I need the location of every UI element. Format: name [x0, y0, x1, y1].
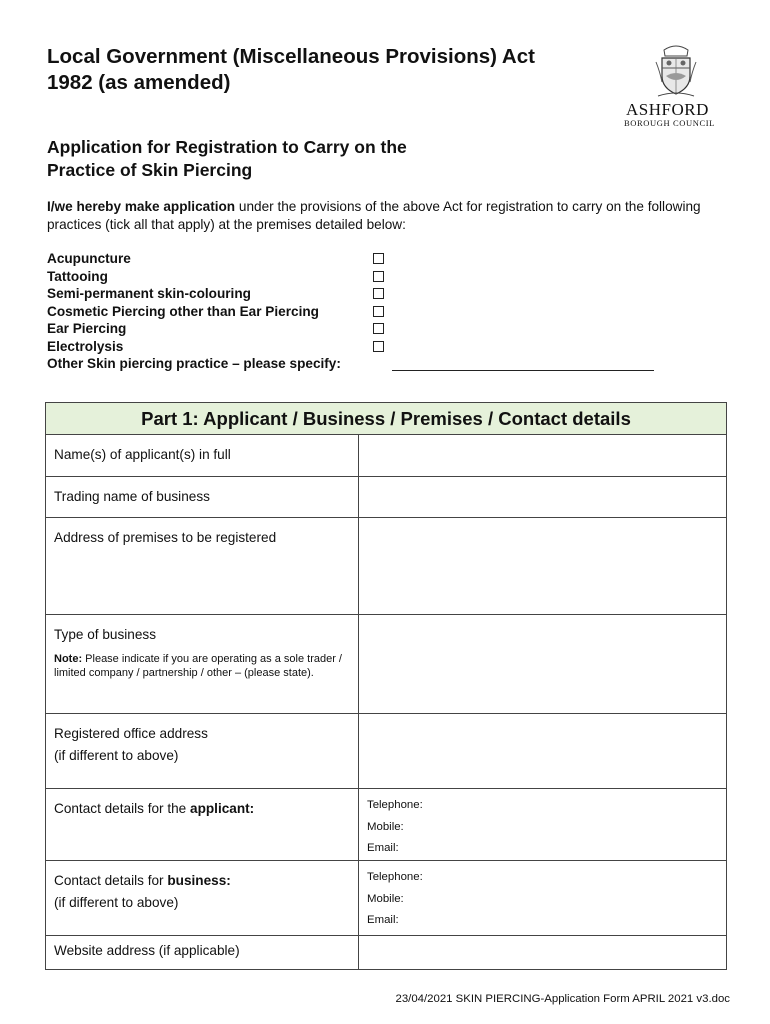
business-telephone-label: Telephone:: [367, 871, 423, 883]
business-type-label: Type of business Note: Please indicate if you are operating as a sole trader / limited company / partnership / other – (please state).: [46, 615, 359, 714]
practice-label: Electrolysis: [47, 338, 124, 354]
other-practice-row: [47, 355, 727, 373]
form-title: [47, 136, 567, 182]
premises-address-label: Address of premises to be registered: [46, 518, 359, 615]
act-title-line-2: 1982 (as amended): [47, 71, 231, 94]
council-logo: [618, 44, 738, 130]
practice-checkbox-semi-permanent[interactable]: [373, 288, 384, 299]
business-email-label: Email:: [367, 914, 399, 926]
logo-wordmark: ASHFORD: [626, 100, 709, 119]
practice-label: Ear Piercing: [47, 321, 127, 336]
applicant-mobile-label: Mobile:: [367, 820, 404, 833]
form-title-line-2: Practice of Skin Piercing: [47, 160, 253, 180]
applicant-contact-label: Contact details for the applicant:: [46, 789, 359, 861]
applicant-names-field[interactable]: [359, 435, 727, 477]
intro-text: under the provisions of the above Act for registration to carry on the following practices (tick all that apply) at the premises detailed below:: [47, 199, 701, 232]
other-practice-label: Other Skin piercing practice – please specify:: [47, 356, 341, 371]
act-title: [47, 44, 607, 96]
business-contact-fields[interactable]: [359, 861, 727, 936]
business-type-note: Note: Please indicate if you are operating as a sole trader / limited company / partnership / other – (please state).: [54, 653, 342, 679]
act-title-line-1: Local Government (Miscellaneous Provisions) Act: [47, 45, 535, 68]
intro-bold: I/we hereby make application: [47, 199, 236, 214]
applicant-contact-fields[interactable]: [359, 789, 727, 861]
coat-of-arms-icon: [654, 44, 698, 98]
logo-subtitle: BOROUGH COUNCIL: [624, 118, 715, 128]
other-practice-specify-field[interactable]: [392, 370, 654, 371]
applicant-names-label: Name(s) of applicant(s) in full: [46, 435, 359, 477]
business-type-field[interactable]: [359, 615, 727, 714]
document-footer: 23/04/2021 SKIN PIERCING-Application Form APRIL 2021 v3.doc: [395, 993, 730, 1005]
part1-heading: Part 1: Applicant / Business / Premises / Contact details: [46, 403, 727, 435]
form-title-line-1: Application for Registration to Carry on the: [47, 137, 407, 157]
practice-label: Acupuncture: [47, 251, 131, 266]
applicant-email-label: Email:: [367, 842, 399, 854]
applicant-telephone-label: Telephone:: [367, 799, 423, 811]
premises-address-field[interactable]: [359, 518, 727, 615]
practices-list: [47, 250, 727, 373]
website-label: Website address (if applicable): [46, 936, 359, 970]
practice-checkbox-electrolysis[interactable]: [373, 341, 384, 352]
practice-item: [47, 268, 727, 286]
practice-checkbox-tattooing[interactable]: [373, 271, 384, 282]
practice-item: [47, 303, 727, 321]
practice-checkbox-ear-piercing[interactable]: [373, 323, 384, 334]
part1-details-table: [45, 402, 727, 970]
practice-checkbox-acupuncture[interactable]: [373, 253, 384, 264]
trading-name-field[interactable]: [359, 477, 727, 518]
practice-item: [47, 320, 727, 338]
practice-label: Semi-permanent skin-colouring: [47, 286, 251, 301]
registered-office-field[interactable]: [359, 714, 727, 789]
business-mobile-label: Mobile:: [367, 892, 404, 905]
practice-item: [47, 338, 727, 356]
intro-paragraph: [47, 198, 727, 234]
practice-checkbox-cosmetic-piercing[interactable]: [373, 306, 384, 317]
practice-label: Tattooing: [47, 268, 108, 284]
business-contact-label: Contact details for business: (if different to above): [46, 861, 359, 936]
practice-label: Cosmetic Piercing other than Ear Piercing: [47, 303, 319, 319]
practice-item: [47, 250, 727, 268]
trading-name-label: Trading name of business: [46, 477, 359, 518]
practice-item: [47, 285, 727, 303]
registered-office-label: Registered office address (if different to above): [46, 714, 359, 789]
website-field[interactable]: [359, 936, 727, 970]
